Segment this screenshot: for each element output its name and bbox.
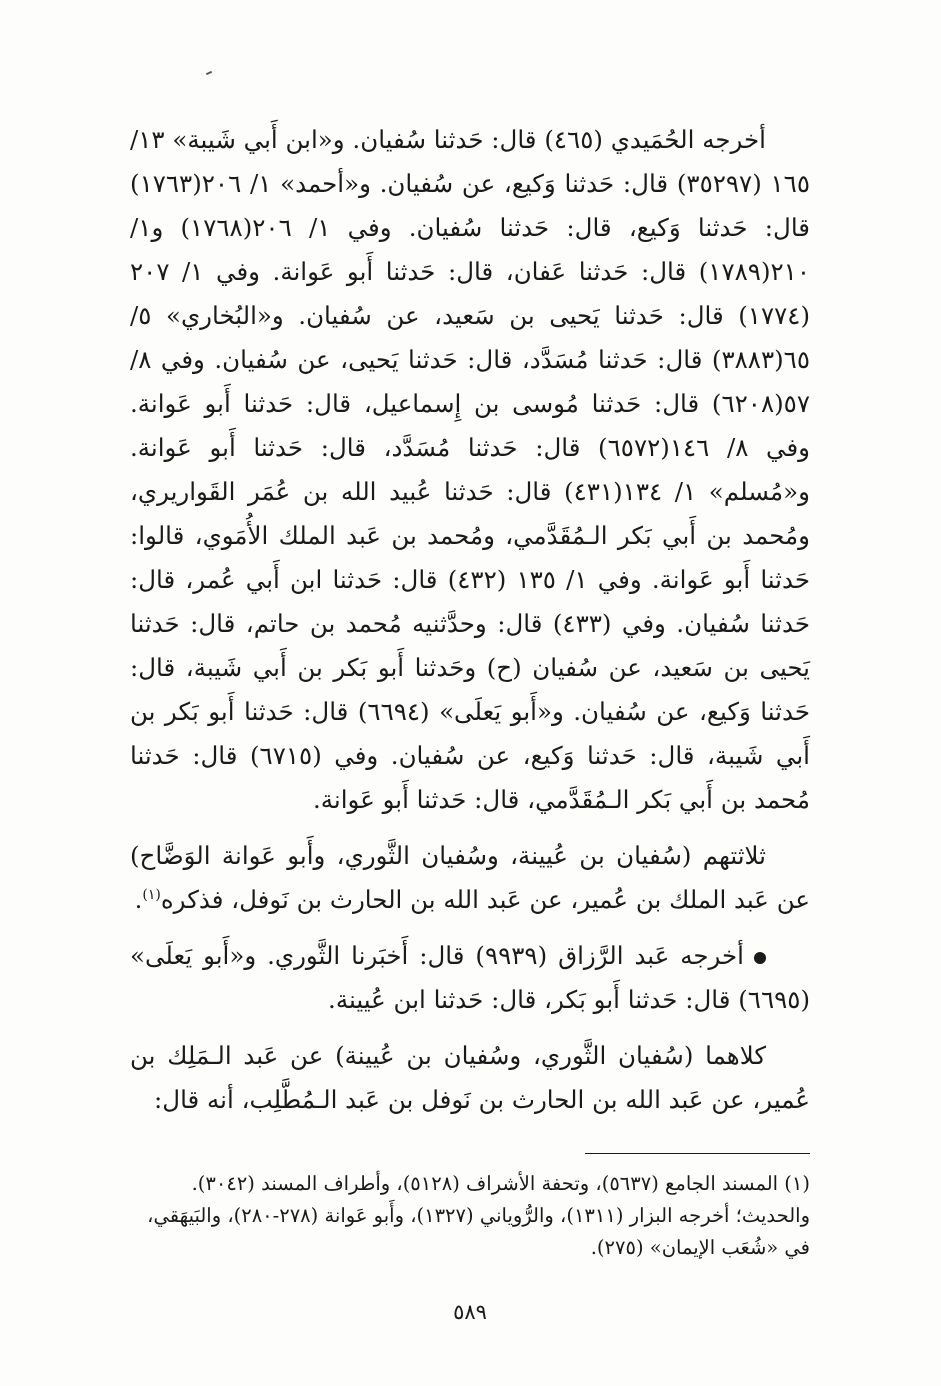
bullet-icon xyxy=(754,952,766,964)
page-speck xyxy=(206,71,212,75)
summary-paragraph-4: كلاهما (سُفيان الثَّوري، وسُفيان بن عُيينة) عن عَبد الـمَلِك بن عُمير، عن عَبد الله بن الحارث بن نَوفل بن عَبد الـمُطَّلِب، أنه قال: xyxy=(130,1041,810,1114)
page-number: ٥٨٩ xyxy=(453,1300,487,1324)
summary-paragraph-2-text: ثلاثتهم (سُفيان بن عُيينة، وسُفيان الثَّوري، وأَبو عَوانة الوَضَّاح) عن عَبد الملك بن عُمير، عن عَبد الله بن الحارث بن نَوفل، فذكره xyxy=(130,841,810,914)
footnote-line-1: (١) المسند الجامع (٥٦٣٧)، وتحفة الأشراف (٥١٢٨)، وأطراف المسند (٣٠٤٢). xyxy=(191,1172,810,1195)
summary-paragraph-2-end: . xyxy=(134,885,143,914)
footnotes xyxy=(130,1168,810,1264)
takhrij-paragraph-1: أخرجه الحُمَيدي (٤٦٥) قال: حَدثنا سُفيان. و«ابن أَبي شَيبة» ١٣/ ١٦٥ (٣٥٢٩٧) قال: حَدثنا وَكيع، عن سُفيان. و«أحمد» ١/ ٢٠٦(١٧٦٣) قال: حَدثنا وَكيع، قال: حَدثنا سُفيان. وفي ١/ ٢٠٦(١٧٦٨) و١/ ٢١٠(١٧٨٩) قال: حَدثنا عَفان، قال: حَدثنا أَبو عَوانة. وفي ١/ ٢٠٧ (١٧٧٤) قال: حَدثنا يَحيى بن سَعيد، عن سُفيان. و«البُخاري» ٥/ ٦٥(٣٨٨٣) قال: حَدثنا مُسَدَّد، قال: حَدثنا يَحيى، عن سُفيان. وفي ٨/ ٥٧(٦٢٠٨) قال: حَدثنا مُوسى بن إِسماعيل، قال: حَدثنا أَبو عَوانة. وفي ٨/ ١٤٦(٦٥٧٢) قال: حَدثنا مُسَدَّد، قال: حَدثنا أَبو عَوانة. و«مُسلم» ١/ ١٣٤(٤٣١) قال: حَدثنا عُبيد الله بن عُمَر القَواريري، ومُحمد بن أَبي بَكر الـمُقَدَّمي، ومُحمد بن عَبد الملك الأُمَوي، قالوا: حَدثنا أَبو عَوانة. وفي ١/ ١٣٥ (٤٣٢) قال: حَدثنا ابن أَبي عُمر، قال: حَدثنا سُفيان. وفي (٤٣٣) قال: وحدَّثنيه مُحمد بن حاتم، قال: حَدثنا يَحيى بن سَعيد، عن سُفيان (ح) وحَدثنا أَبو بَكر بن أَبي شَيبة، قال: حَدثنا وَكيع، عن سُفيان. و«أَبو يَعلَى» (٦٦٩٤) قال: حَدثنا أَبو بَكر بن أَبي شَيبة، قال: حَدثنا وَكيع، عن سُفيان. وفي (٦٧١٥) قال: حَدثنا مُحمد بن أَبي بَكر الـمُقَدَّمي، قال: حَدثنا أَبو عَوانة. xyxy=(130,125,811,814)
summary-paragraph-2 xyxy=(130,834,810,922)
takhrij-paragraph-3-text: أخرجه عَبد الرَّزاق (٩٩٣٩) قال: أَخبَرنا الثَّوري. و«أَبو يَعلَى» (٦٦٩٥) قال: حَدثنا أَبو بَكر، قال: حَدثنا ابن عُيينة. xyxy=(130,941,810,1014)
footnote-divider xyxy=(585,1153,810,1154)
main-text xyxy=(130,118,810,1122)
takhrij-paragraph-3 xyxy=(130,934,810,1022)
footnote-line-2: والحديث؛ أخرجه البزار (١٣١١)، والرُّوياني (١٣٢٧)، وأَبو عَوانة (٢٧٨-٢٨٠)، والبَيهَقي، في «شُعَب الإيمان» (٢٧٥). xyxy=(147,1204,810,1259)
footnote-ref-1[interactable]: (١) xyxy=(142,886,161,903)
